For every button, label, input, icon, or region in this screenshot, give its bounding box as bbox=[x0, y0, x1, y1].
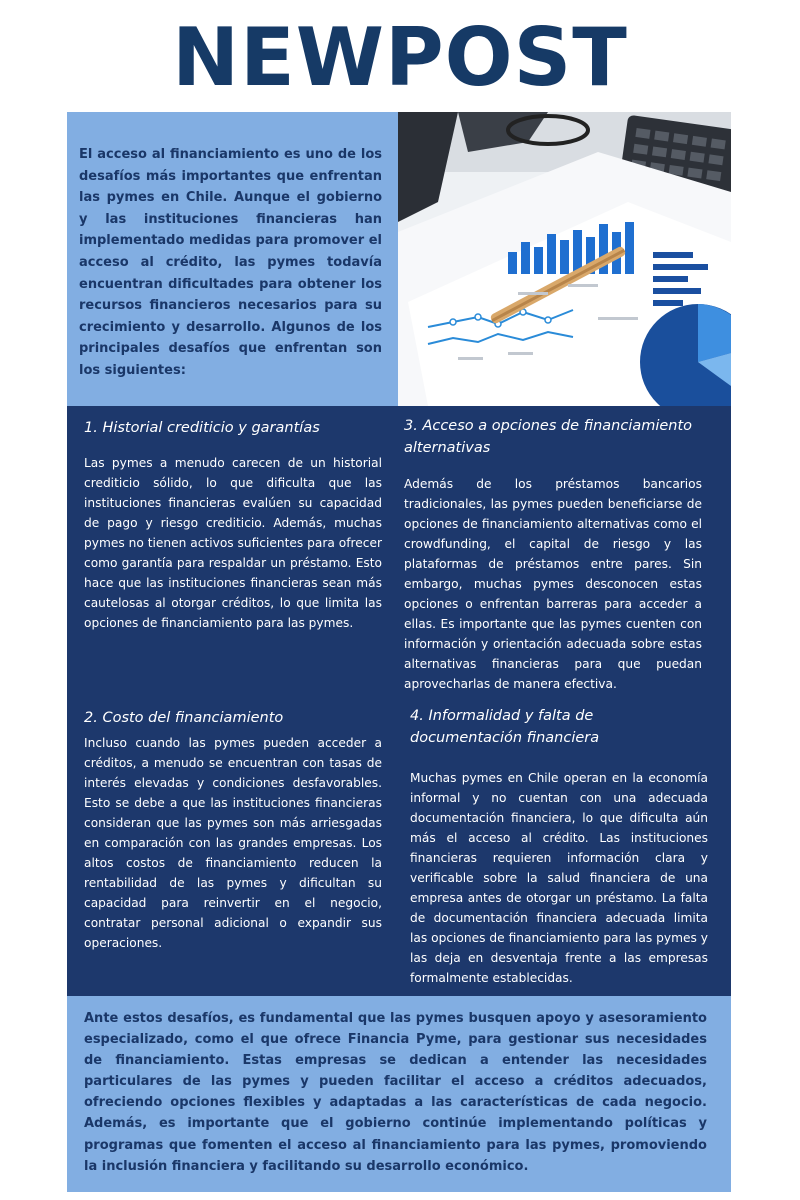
section-alternative-financing bbox=[404, 415, 702, 694]
conclusion-text: Ante estos desafíos, es fundamental que las pymes busquen apoyo y asesoramiento especializado, como el que ofrece Financia Pyme, para gestionar sus necesidades de financiamiento. Estas empresas se dedican a entender las necesidades particulares de las pymes y pueden facilitar el acceso a créditos adecuados, ofreciendo opciones flexibles y adaptadas a las características de cada negocio. Además, es importante que el gobierno continúe implementando políticas y programas que fomenten el acceso al financiamiento para las pymes, promoviendo la inclusión financiera y facilitando su desarrollo económico. bbox=[84, 1011, 707, 1174]
section-financing-cost bbox=[84, 707, 382, 953]
section-credit-history bbox=[84, 417, 382, 633]
section-body: Muchas pymes en Chile operan en la economía informal y no cuentan con una adecuada documentación financiera, lo que dificulta aún más el acceso al crédito. Las instituciones financieras requieren información clara y verificable sobre la salud financiera de una empresa antes de otorgar un préstamo. La falta de documentación financiera adecuada limita las opciones de financiamiento para las pymes y las deja en desventaja frente a las empresas formalmente establecidas. bbox=[410, 771, 708, 985]
section-informality bbox=[410, 705, 708, 988]
challenges-panel bbox=[67, 406, 731, 996]
section-heading: 3. Acceso a opciones de financiamiento alternativas bbox=[404, 418, 693, 456]
financial-charts-photo bbox=[398, 112, 731, 406]
intro-text: El acceso al financiamiento es uno de los desafíos más importantes que enfrentan las pymes en Chile. Aunque el gobierno y las instituciones financieras han implementado medidas para promover el acceso al crédito, las pymes todavía encuentran dificultades para obtener los recursos financieros necesarios para su crecimiento y desarrollo. Algunos de los principales desafíos que enfrentan son los siguientes: bbox=[79, 147, 382, 378]
section-heading: 2. Costo del financiamiento bbox=[84, 710, 284, 726]
financial-charts-illustration bbox=[398, 112, 731, 406]
intro-panel bbox=[67, 112, 398, 406]
masthead-title: NEWPOST bbox=[172, 11, 628, 104]
section-body: Además de los préstamos bancarios tradicionales, las pymes pueden beneficiarse de opciones de financiamiento alternativas como el crowdfunding, el capital de riesgo y las plataformas de préstamos entre pares. Sin embargo, muchas pymes desconocen estas opciones o enfrentan barreras para acceder a ellas. Es importante que las pymes cuenten con información y orientación adecuada sobre estas alternativas financieras para que puedan aprovecharlas de manera efectiva. bbox=[404, 477, 702, 691]
section-body: Las pymes a menudo carecen de un historial crediticio sólido, lo que dificulta que las instituciones financieras evalúen su capacidad de pago y riesgo crediticio. Además, muchas pymes no tienen activos suficientes para ofrecer como garantía para respaldar un préstamo. Esto hace que las instituciones financieras sean más cautelosas al otorgar créditos, lo que limita las opciones de financiamiento para las pymes. bbox=[84, 456, 382, 630]
section-heading: 1. Historial crediticio y garantías bbox=[84, 420, 320, 436]
section-heading: 4. Informalidad y falta de documentación financiera bbox=[410, 708, 600, 746]
section-body: Incluso cuando las pymes pueden acceder a créditos, a menudo se encuentran con tasas de interés elevadas y condiciones desfavorables. Esto se debe a que las instituciones financieras consideran que las pymes son más arriesgadas en comparación con las grandes empresas. Los altos costos de financiamiento reducen la rentabilidad de las pymes y dificultan su capacidad para reinvertir en el negocio, contratar personal adicional o expandir sus operaciones. bbox=[84, 736, 382, 950]
conclusion-panel bbox=[67, 996, 731, 1192]
